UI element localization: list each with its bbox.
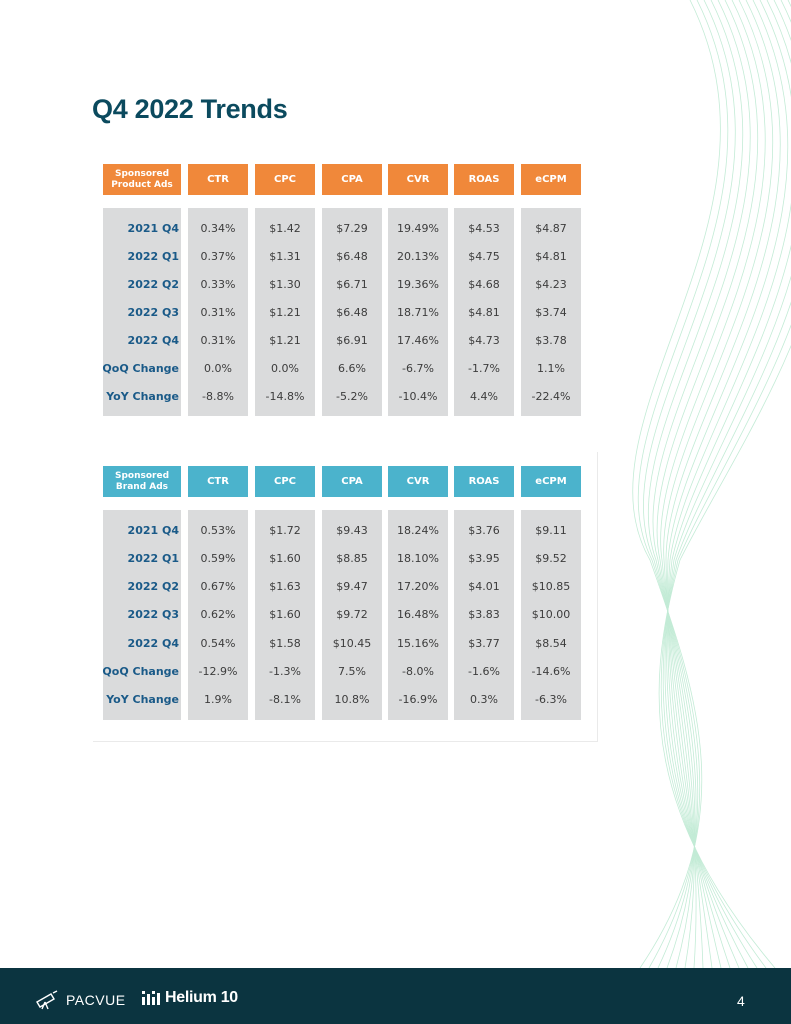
table-cell: 16.48%	[397, 608, 439, 622]
table-cell: 0.59%	[200, 551, 236, 565]
table-cell: 0.67%	[200, 580, 236, 594]
helium10-logo	[142, 989, 238, 1007]
table-cell: $1.21	[269, 333, 301, 347]
table-cell: -10.4%	[398, 389, 438, 403]
table-cell: $3.83	[468, 608, 500, 622]
table-cell: 0.34%	[200, 221, 236, 235]
row-label: 2022 Q4	[127, 333, 179, 347]
table-cell: $1.60	[269, 551, 301, 565]
page-number: 4	[737, 993, 745, 1009]
row-label: YoY Change	[106, 389, 179, 403]
row-label: YoY Change	[106, 693, 179, 707]
table-cell: -22.4%	[531, 389, 571, 403]
corner-line-1: Sponsored	[114, 470, 170, 481]
row-label: 2022 Q2	[127, 580, 179, 594]
table-cell: 20.13%	[397, 249, 439, 263]
helium10-wordmark: Helium 10	[165, 989, 238, 1006]
table-cell: 0.3%	[470, 693, 498, 707]
table-cell: -14.6%	[531, 665, 571, 678]
table-cell: $6.91	[336, 333, 368, 347]
table-cell: -8.8%	[202, 389, 234, 403]
table-cell: -16.9%	[398, 693, 438, 707]
row-label: 2022 Q4	[127, 636, 179, 650]
table-cell: $9.43	[336, 523, 368, 537]
column-header-roas: ROAS	[454, 466, 514, 497]
table-cell: $1.72	[269, 523, 301, 537]
table-cell: -5.2%	[336, 389, 368, 403]
wave-line	[653, 0, 750, 968]
table-cell: -14.8%	[265, 389, 305, 403]
column-header-cpa: CPA	[322, 466, 382, 497]
table-cell: $4.75	[468, 249, 500, 263]
column-header-cvr: CVR	[388, 466, 448, 497]
table-cell: $4.81	[535, 249, 567, 263]
table-cell: $6.48	[336, 305, 368, 319]
table-cell: $10.85	[531, 580, 571, 594]
helium10-bars-icon	[142, 991, 160, 1005]
wave-line	[633, 0, 721, 968]
table-cell: -1.7%	[468, 361, 500, 375]
table-cell: 6.6%	[338, 361, 366, 375]
table-cell: 0.31%	[200, 333, 236, 347]
table-cell: $9.47	[336, 580, 368, 594]
row-label: 2022 Q3	[127, 305, 179, 319]
table-corner-header	[103, 466, 181, 497]
table-corner-header	[103, 164, 181, 195]
table-cell: 10.8%	[334, 693, 370, 707]
table-cell: $9.52	[535, 551, 567, 565]
table-cell: 0.33%	[200, 277, 236, 291]
table-cell: 18.71%	[397, 305, 439, 319]
table-cell: $9.72	[336, 608, 368, 622]
corner-line-2: Product Ads	[111, 179, 173, 190]
table-cell: 18.24%	[397, 523, 439, 537]
table-cell: $4.81	[468, 305, 500, 319]
table-cell: 0.62%	[200, 608, 236, 622]
table-cell: 17.46%	[397, 333, 439, 347]
table-cell: -6.7%	[402, 361, 434, 375]
table-cell: 0.37%	[200, 249, 236, 263]
table-cell: 4.4%	[470, 389, 498, 403]
table-cell: $4.01	[468, 580, 500, 594]
corner-line-1: Sponsored	[114, 168, 170, 179]
table-cell: 0.31%	[200, 305, 236, 319]
table-cell: -8.0%	[402, 665, 434, 678]
row-label: QoQ Change	[102, 361, 179, 375]
table-cell: $6.71	[336, 277, 368, 291]
table-cell: $10.00	[531, 608, 571, 622]
sponsored-product-ads-table	[93, 150, 597, 418]
table-cell: $1.58	[269, 636, 301, 650]
table-cell: $9.11	[535, 523, 567, 537]
row-label: 2022 Q2	[127, 277, 179, 291]
column-header-cpc: CPC	[255, 164, 315, 195]
table-cell: $3.74	[535, 305, 567, 319]
row-label: 2022 Q1	[127, 249, 179, 263]
table-cell: 0.53%	[200, 523, 236, 537]
row-label: QoQ Change	[102, 665, 179, 678]
table-cell: $10.45	[332, 636, 372, 650]
column-header-cpc: CPC	[255, 466, 315, 497]
table-cell: 19.36%	[397, 277, 439, 291]
column-header-cpa: CPA	[322, 164, 382, 195]
table-cell: $3.77	[468, 636, 500, 650]
wave-line	[666, 0, 780, 968]
table-cell: -1.3%	[269, 665, 301, 678]
column-header-ctr: CTR	[188, 466, 248, 497]
row-label: 2021 Q4	[127, 221, 179, 235]
row-label: 2022 Q1	[127, 551, 179, 565]
table-cell: 1.9%	[204, 693, 232, 707]
pacvue-logo	[34, 990, 126, 1010]
table-cell: $6.48	[336, 249, 368, 263]
table-cell: $1.30	[269, 277, 301, 291]
table-cell: 18.10%	[397, 551, 439, 565]
table-cell: 1.1%	[537, 361, 565, 375]
table-cell: 0.54%	[200, 636, 236, 650]
pacvue-wordmark: PACVUE	[66, 992, 126, 1008]
table-cell: -6.3%	[535, 693, 567, 707]
wave-line	[661, 0, 791, 968]
table-cell: 7.5%	[338, 665, 366, 678]
table-cell: $3.95	[468, 551, 500, 565]
table-cell: $7.29	[336, 221, 368, 235]
table-cell: -12.9%	[198, 665, 238, 678]
pacvue-telescope-icon	[34, 990, 60, 1010]
table-cell: $1.60	[269, 608, 301, 622]
table-cell: $1.63	[269, 580, 301, 594]
page-title: Q4 2022 Trends	[92, 94, 288, 124]
column-header-roas: ROAS	[454, 164, 514, 195]
table-cell: 0.0%	[271, 361, 299, 375]
column-header-ecpm: eCPM	[521, 164, 581, 195]
table-cell: $4.23	[535, 277, 567, 291]
wave-line	[659, 0, 791, 968]
table-cell: $4.73	[468, 333, 500, 347]
table-cell: $4.53	[468, 221, 500, 235]
table-cell: -1.6%	[468, 665, 500, 678]
table-cell: $1.42	[269, 221, 301, 235]
table-cell: -8.1%	[269, 693, 301, 707]
column-header-ecpm: eCPM	[521, 466, 581, 497]
table-cell: $4.87	[535, 221, 567, 235]
row-label: 2021 Q4	[127, 523, 179, 537]
table-cell: 19.49%	[397, 221, 439, 235]
table-cell: $4.68	[468, 277, 500, 291]
column-header-ctr: CTR	[188, 164, 248, 195]
table-cell: 15.16%	[397, 636, 439, 650]
wave-line	[638, 0, 728, 968]
table-cell: $3.76	[468, 523, 500, 537]
table-cell: $8.85	[336, 551, 368, 565]
sponsored-brand-ads-table	[93, 452, 598, 742]
table-cell: 17.20%	[397, 580, 439, 594]
wave-line	[661, 0, 766, 968]
table-cell: $3.78	[535, 333, 567, 347]
table-cell: $1.21	[269, 305, 301, 319]
corner-line-2: Brand Ads	[115, 481, 169, 492]
table-cell: $1.31	[269, 249, 301, 263]
column-header-cvr: CVR	[388, 164, 448, 195]
table-cell: $8.54	[535, 636, 567, 650]
table-cell: 0.0%	[204, 361, 232, 375]
row-label: 2022 Q3	[127, 608, 179, 622]
